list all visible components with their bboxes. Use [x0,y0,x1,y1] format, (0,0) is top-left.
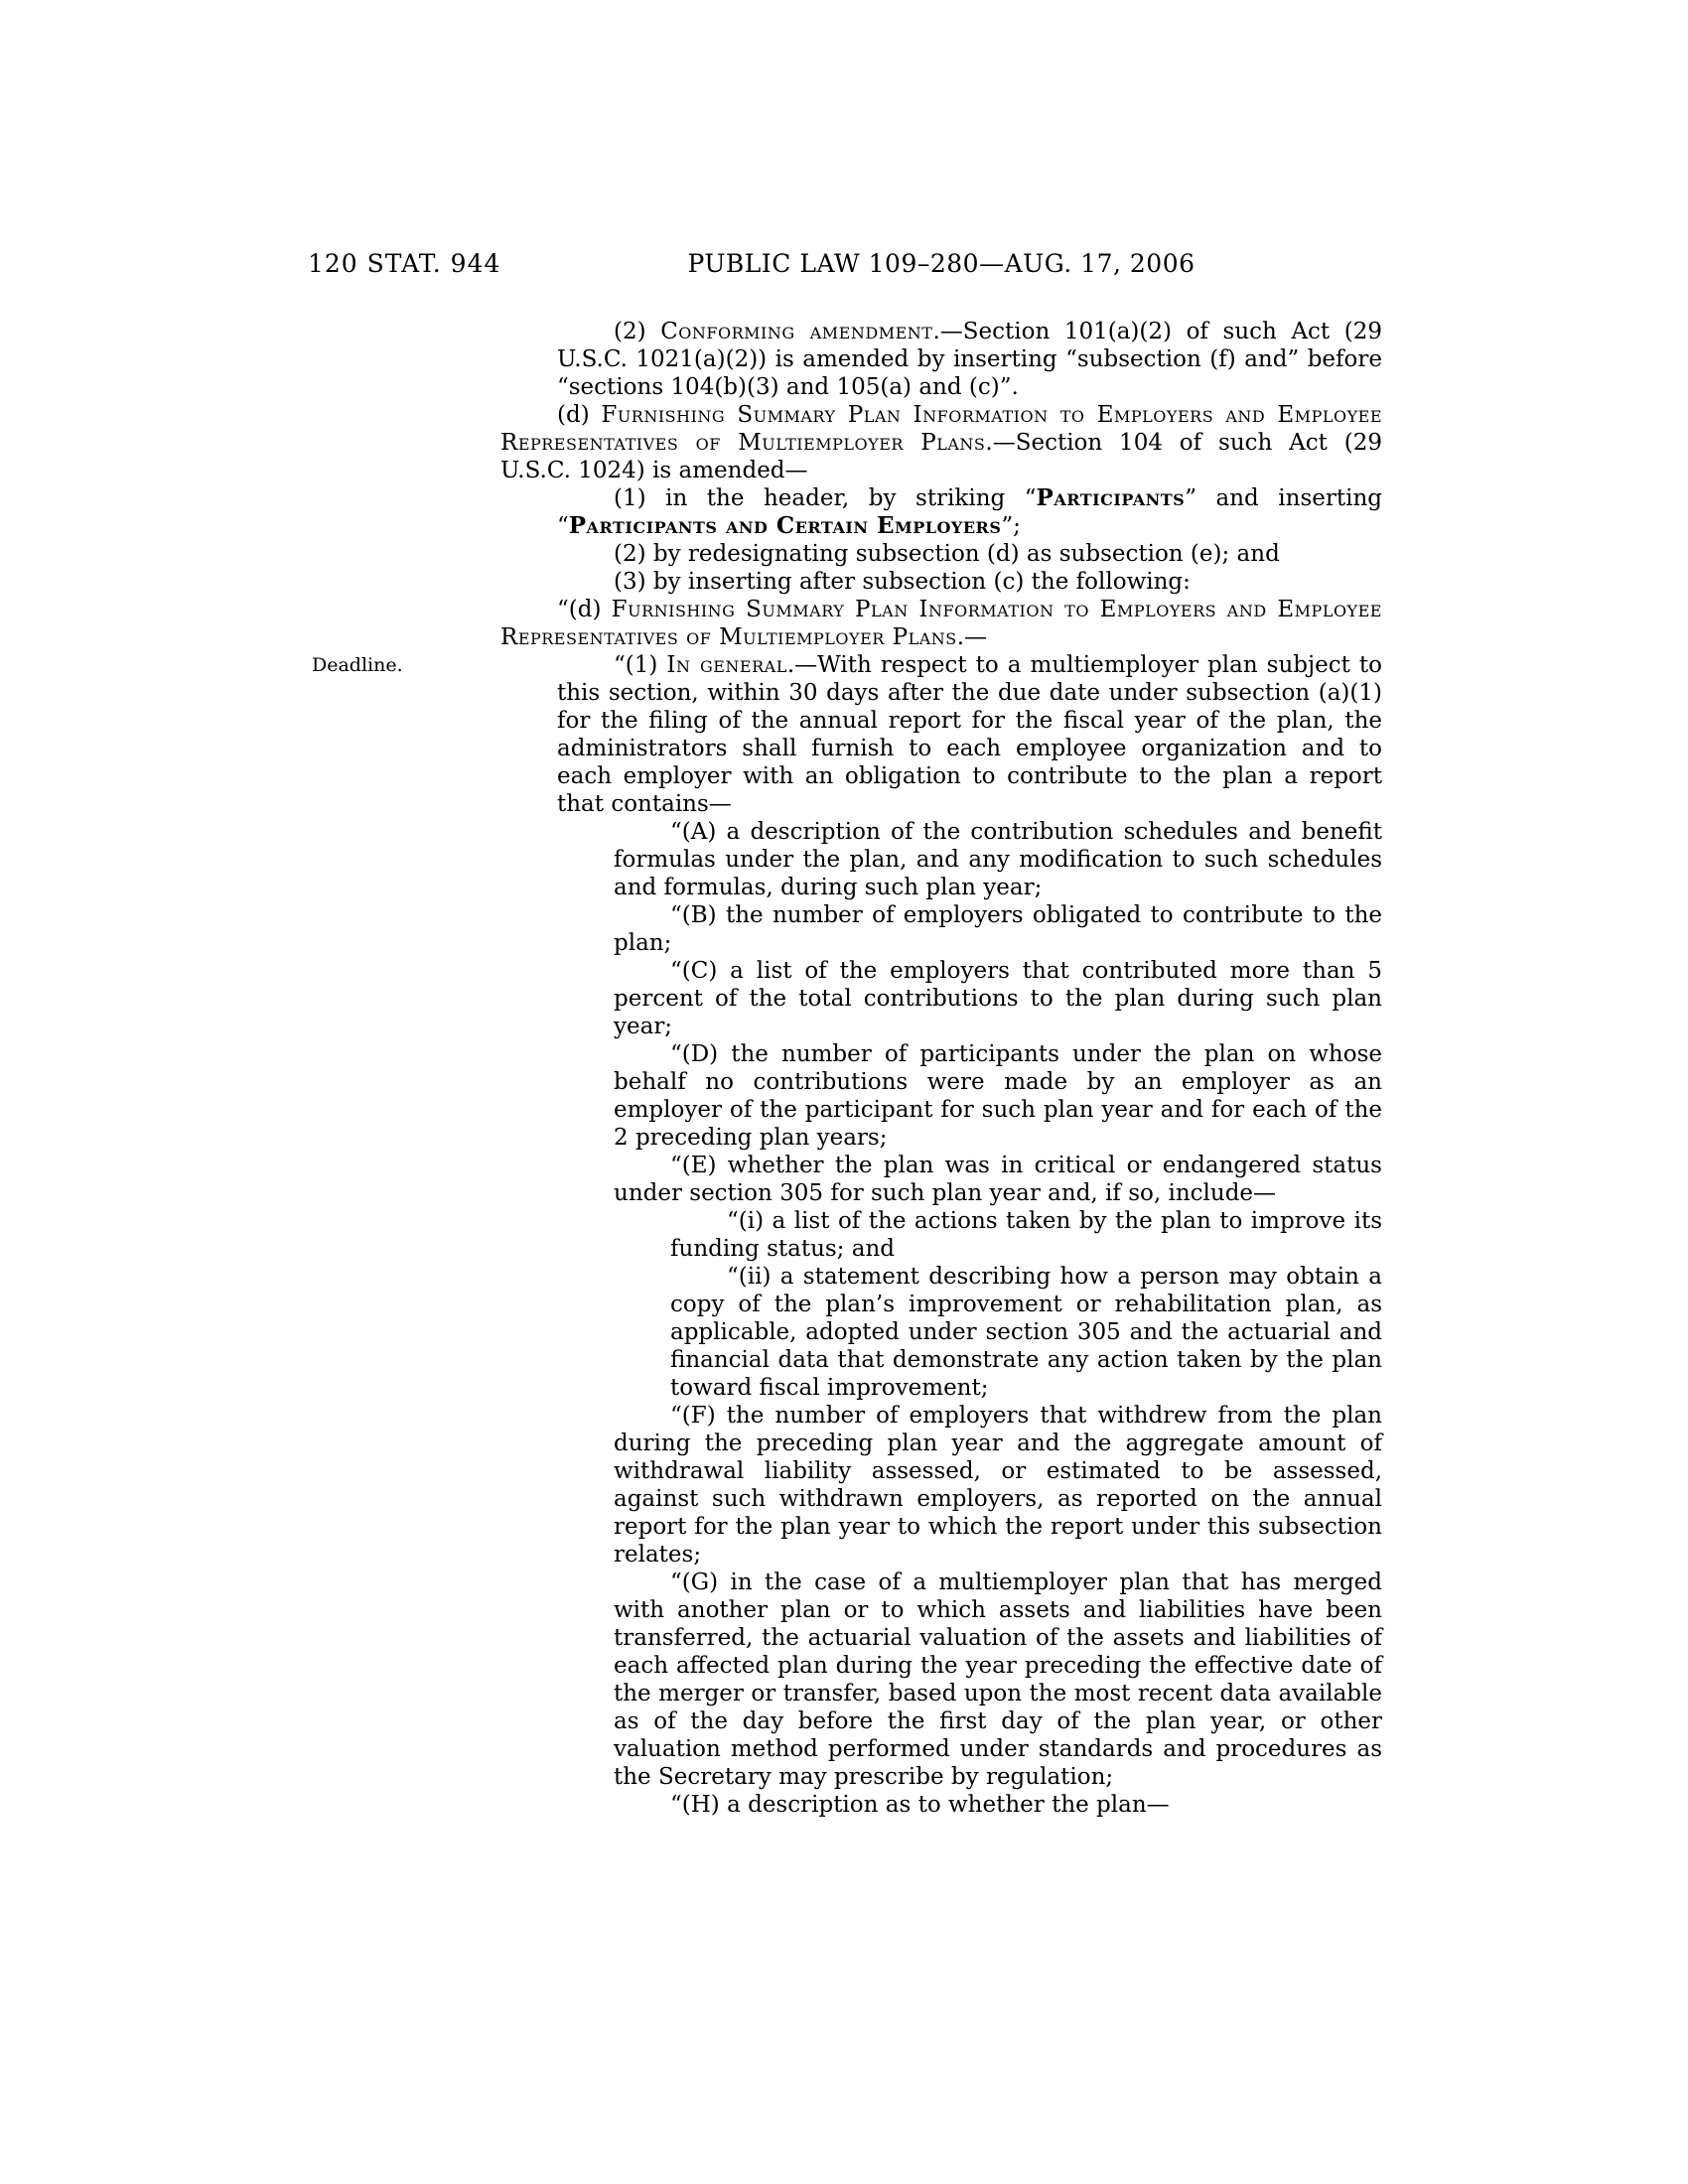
paragraph [500,901,1382,957]
paragraph [500,540,1382,568]
paragraph [500,1263,1382,1402]
small-caps-run: Furnishing Summary Plan Information to Employers and Employee Representatives of Multiemployer Plans [500,402,1382,456]
paragraph [500,1207,1382,1263]
paragraph [500,1791,1382,1819]
text-run: (d) [557,402,602,428]
paragraph [500,1569,1382,1791]
text-run: “(H) a description as to whether the plan— [670,1792,1170,1818]
small-caps-run: Participants [1036,484,1186,511]
paragraph [500,1152,1382,1207]
paragraph [500,318,1382,401]
text-run: “(i) a list of the actions taken by the plan to improve its funding status; and [670,1208,1382,1262]
document-body [500,318,1382,1819]
text-run: (2) [614,319,661,344]
text-run: .— [956,624,988,650]
small-caps-run: Participants and Certain Employers [568,512,1002,539]
text-run: (2) by redesignating subsection (d) as subsection (e); and [614,541,1280,567]
law-title: PUBLIC LAW 109–280—AUG. 17, 2006 [687,249,1196,278]
text-run: “(C) a list of the employers that contributed more than 5 percent of the total contributions to the plan during such plan year; [614,958,1382,1039]
text-run: .—Section 104 of such Act (29 U.S.C. 1024) is amended— [500,430,1382,483]
text-run: “(A) a description of the contribution schedules and benefit formulas under the plan, and any modification to such schedules and formulas, during such plan year; [614,819,1382,900]
text-run: ” and inserting “ [557,485,1383,539]
text-run: “(B) the number of employers obligated to contribute to the plan; [614,902,1382,956]
stat-page-number: 120 STAT. 944 [308,249,501,278]
paragraph [500,484,1382,540]
text-run: .—Section 101(a)(2) of such Act (29 U.S.C. 1021(a)(2)) is amended by inserting “subsection (f) and” before “sections 104(b)(3) and 105(a) and (c)”. [557,319,1383,400]
small-caps-run: Conforming amendment [660,319,933,344]
text-run: “(1) [614,652,667,678]
text-run: .—With respect to a multiemployer plan subject to this section, within 30 days after the due date under subsection (a)(1) for the filing of the annual report for the fiscal year of the plan, the administrators shall furnish to each employee organization and to each employer with an obligation to contribute to the plan a report that contains— [557,652,1382,817]
text-run: ”; [1001,513,1021,539]
text-run: “(F) the number of employers that withdrew from the plan during the preceding plan year and the aggregate amount of withdrawal liability assessed, or estimated to be assessed, against such withdrawn employers, as reported on the annual report for the plan year to which the report under this subsection relates; [614,1403,1382,1568]
paragraph [500,1402,1382,1569]
paragraph [500,957,1382,1040]
margin-note-deadline: Deadline. [312,654,403,676]
text-run: “(G) in the case of a multiemployer plan that has merged with another plan or to which assets and liabilities have been transferred, the actuarial valuation of the assets and liabilities of each affected plan during the year preceding the effective date of the merger or transfer, based upon the most recent data available as of the day before the first day of the plan year, or other valuation method performed under standards and procedures as the Secretary may prescribe by regulation; [614,1570,1382,1790]
small-caps-run: Furnishing Summary Plan Information to Employers and Employee Representatives of Multiemployer Plans [500,597,1382,650]
paragraph [500,818,1382,901]
paragraph [500,651,1382,818]
paragraph [500,1040,1382,1152]
text-run: “(D) the number of participants under the plan on whose behalf no contributions were made by an employer as an employer of the participant for such plan year and for each of the 2 preceding plan years; [614,1041,1382,1151]
small-caps-run: In general [666,652,787,678]
text-run: (1) in the header, by striking “ [614,485,1037,511]
text-run: “(d) [557,597,612,622]
text-run: (3) by inserting after subsection (c) the following: [614,569,1191,595]
paragraph [500,401,1382,484]
text-run: “(ii) a statement describing how a person may obtain a copy of the plan’s improvement or rehabilitation plan, as applicable, adopted under section 305 and the actuarial and financial data that demonstrate any action taken by the plan toward fiscal improvement; [670,1264,1382,1401]
paragraph [500,596,1382,651]
text-run: “(E) whether the plan was in critical or endangered status under section 305 for such plan year and, if so, include— [614,1153,1382,1206]
paragraph [500,568,1382,596]
